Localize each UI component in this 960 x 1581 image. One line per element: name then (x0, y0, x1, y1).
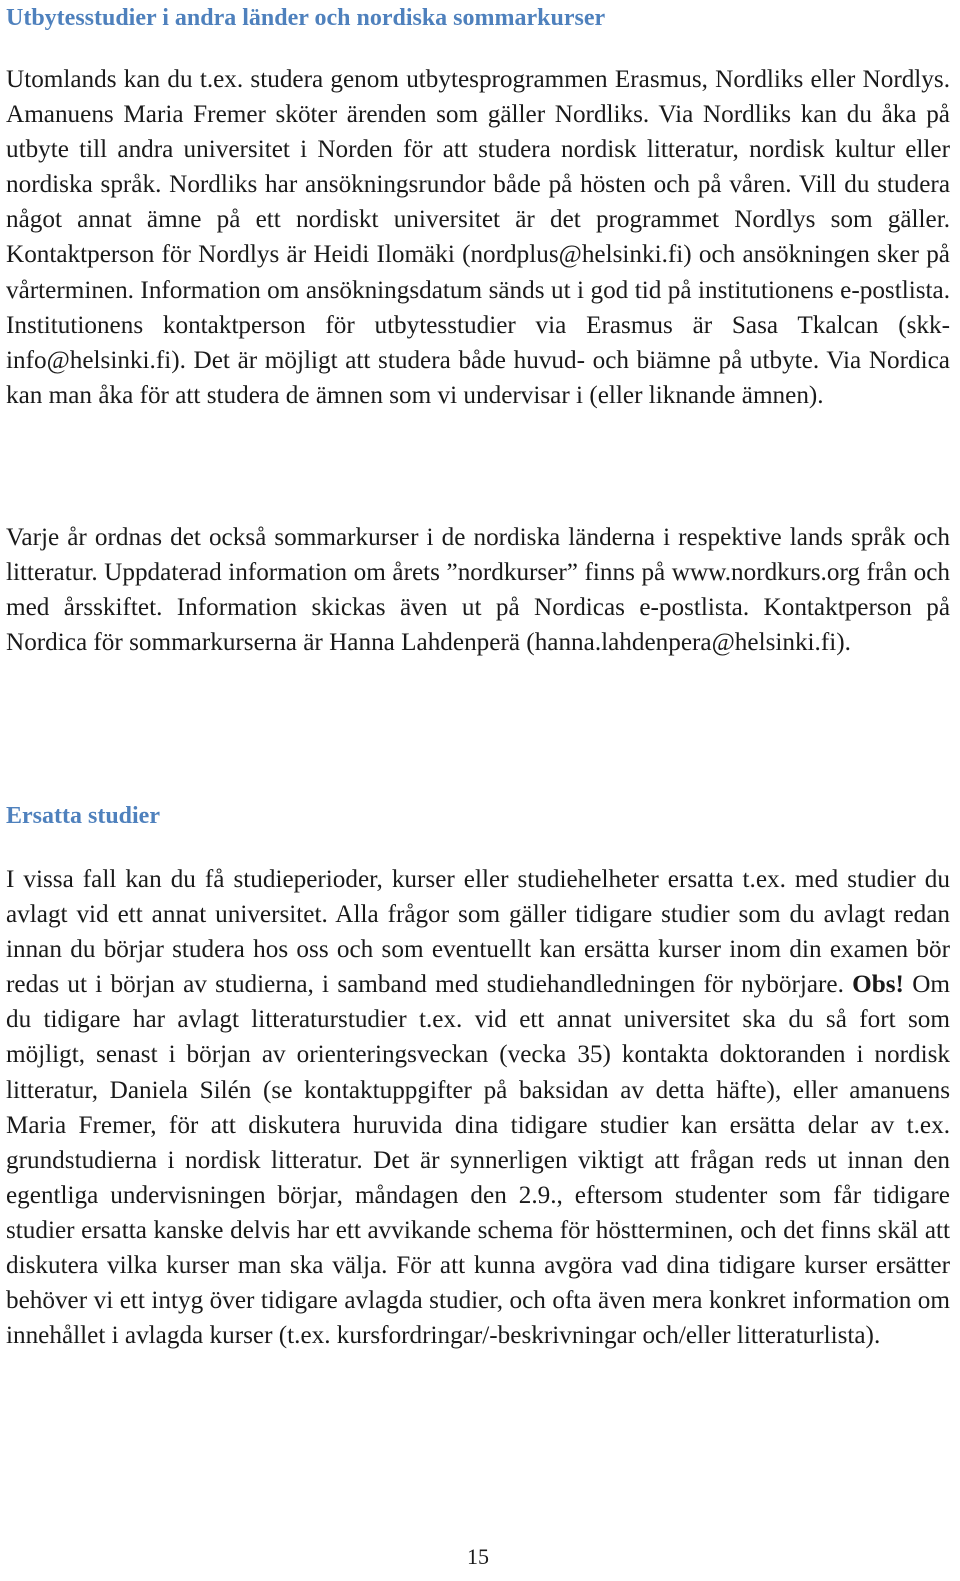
paragraph-exchange-programs: Utomlands kan du t.ex. studera genom utbytesprogrammen Erasmus, Nordliks eller Nordlys. Amanuens Maria Fremer sköter ärenden som gäller Nordliks. Via Nordliks kan du åka på utbyte till andra universitet i Norden för att studera nordisk litteratur, nordisk kultur eller nordiska språk. Nordliks har ansökningsrundor både på hösten och på våren. Vill du studera något annat ämne på ett nordiskt universitet är det programmet Nordlys som gäller. Kontaktperson för Nordlys är Heidi Ilomäki (nordplus@helsinki.fi) och ansökningen sker på vårterminen. Information om ansökningsdatum sänds ut i god tid på institutionens e-postlista. Institutionens kontaktperson för utbytesstudier via Erasmus är Sasa Tkalcan (skk-info@helsinki.fi). Det är möjligt att studera både huvud- och biämne på utbyte. Via Nordica kan man åka för att studera de ämnen som vi undervisar i (eller liknande ämnen). (6, 66, 950, 409)
section-heading-exchange: Utbytesstudier i andra länder och nordiska sommarkurser (6, 5, 606, 31)
paragraph-credit-transfer (6, 862, 950, 1353)
paragraph-text-part-1: I vissa fall kan du få studieperioder, kurser eller studiehelheter ersatta t.ex. med studier du avlagt vid ett annat universitet. Alla frågor som gäller tidigare studier som du avlagt redan innan du börjar studera hos oss och som eventuellt kan ersätta kurser inom din examen bör redas ut i början av studierna, i samband med studiehandledningen för nybörjare. (6, 866, 950, 999)
paragraph-text-part-2: Om du tidigare har avlagt litteraturstudier t.ex. vid ett annat universitet ska du så fort som möjligt, senast i början av orienteringsveckan (vecka 35) kontakta doktoranden i nordisk litteratur, Daniela Silén (se kontaktuppgifter på baksidan av detta häfte), eller amanuens Maria Fremer, för att diskutera huruvida dina tidigare studier kan ersätta delar av t.ex. grundstudierna i nordisk litteratur. Det är synnerligen viktigt att frågan reds ut innan den egentliga undervisningen börjar, måndagen den 2.9., eftersom studenter som får tidigare studier ersatta kanske delvis har ett avvikande schema för höstterminen, och det finns skäl att diskutera vilka kurser man ska välja. För att kunna avgöra vad dina tidigare kurser ersätter behöver vi ett intyg över tidigare avlagda studier, och ofta även mera konkret information om innehållet i avlagda kurser (t.ex. kursfordringar/-beskrivningar och/eller litteraturlista). (6, 971, 950, 1350)
obs-label: Obs! (852, 971, 904, 999)
page-number: 15 (467, 1544, 489, 1569)
paragraph-summer-courses: Varje år ordnas det också sommarkurser i de nordiska länderna i respektive lands språk och litteratur. Uppdaterad information om årets ”nordkurser” finns på www.nordkurs.org från och med årsskiftet. Information skickas även ut på Nordicas e-postlista. Kontaktperson på Nordica för sommarkurserna är Hanna Lahdenperä (hanna.lahdenpera@helsinki.fi). (6, 524, 950, 657)
section-heading-credit-transfer: Ersatta studier (6, 803, 160, 829)
